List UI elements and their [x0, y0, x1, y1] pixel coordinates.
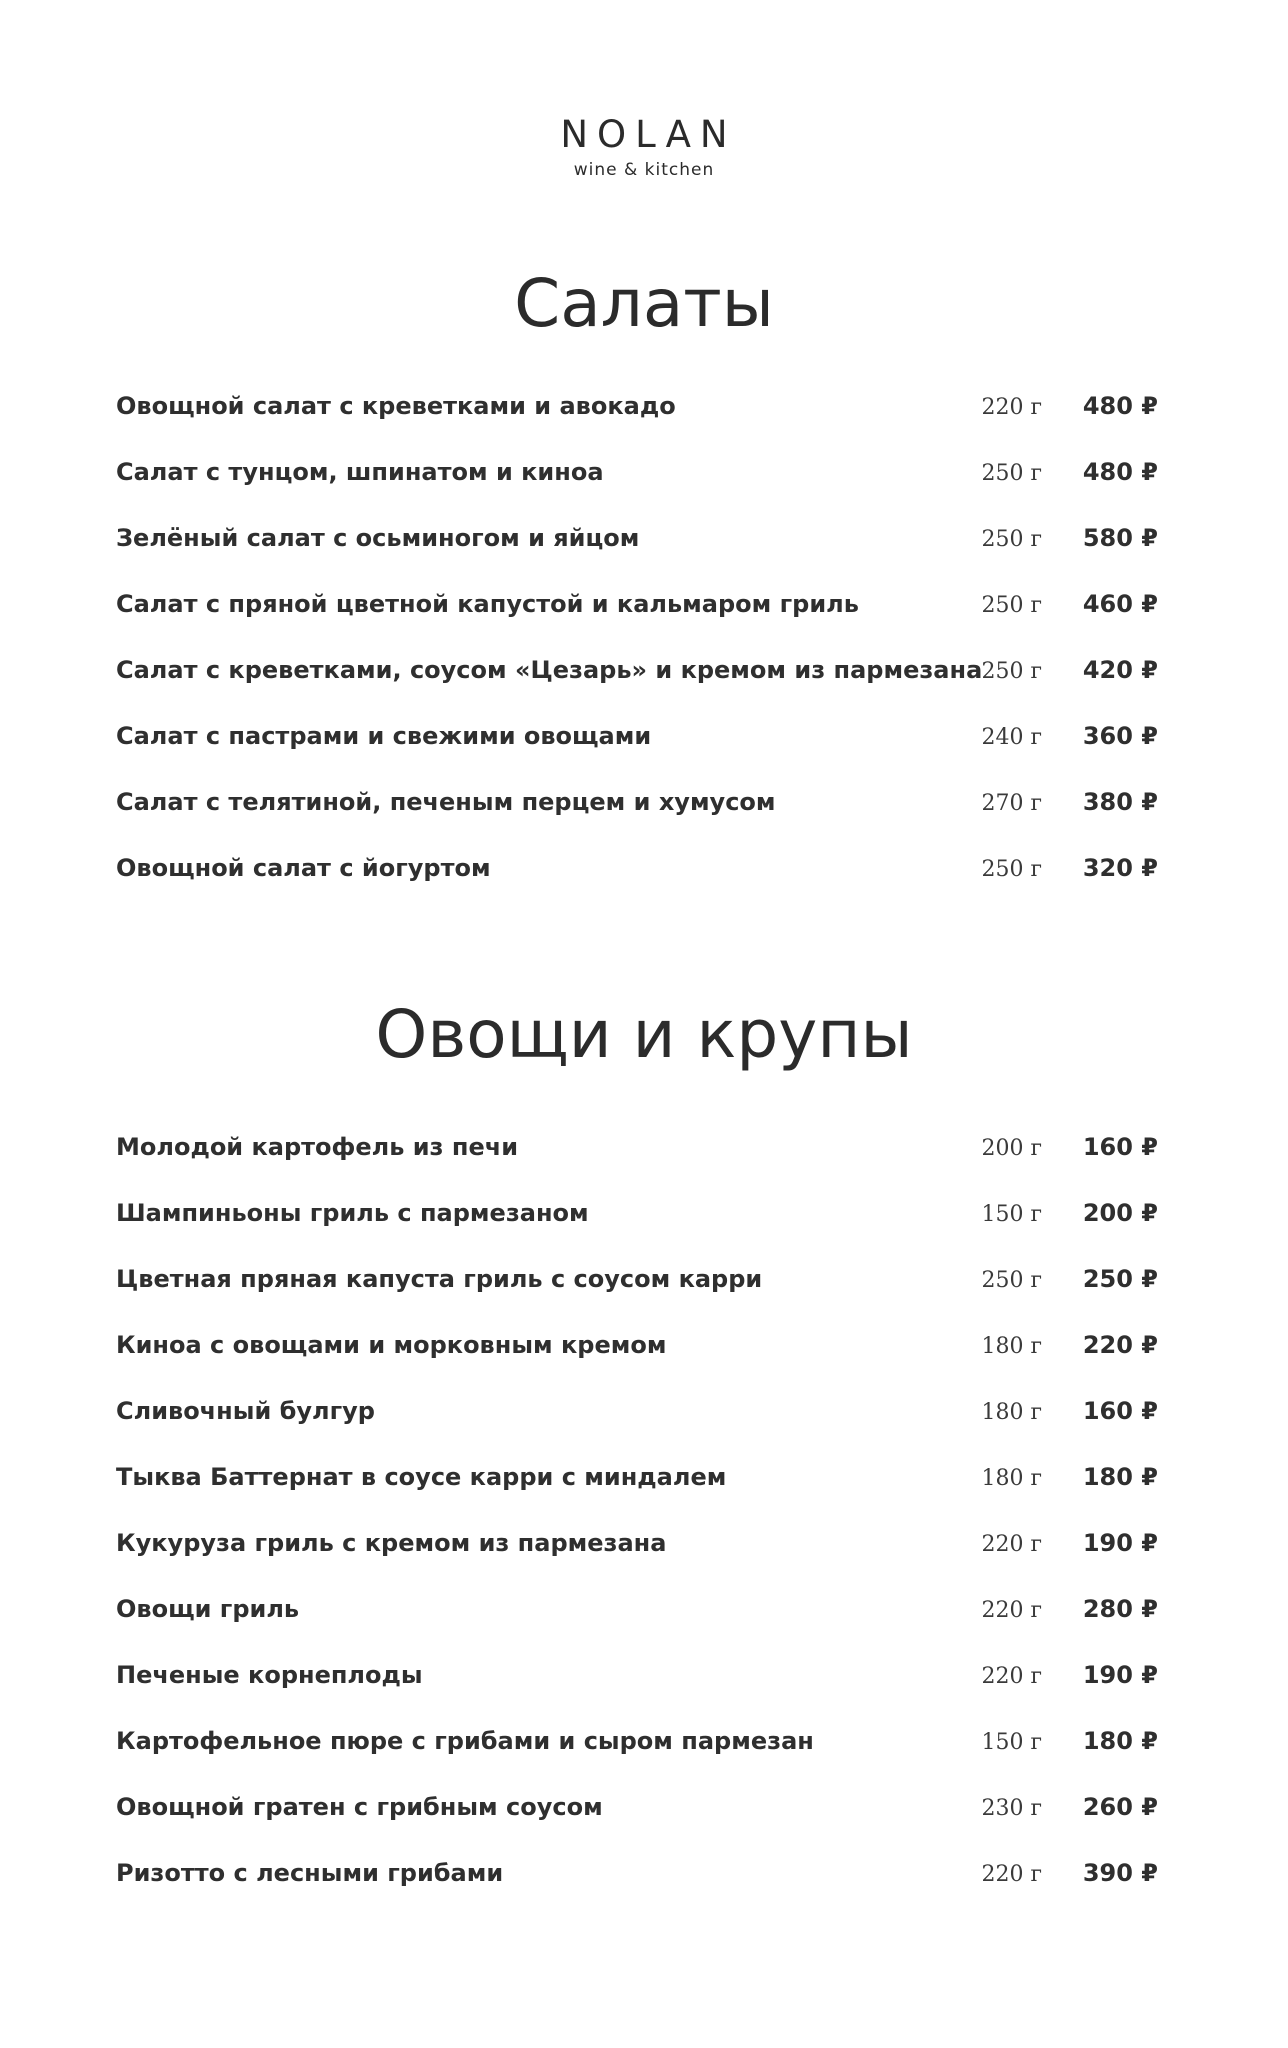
menu-item-price: 180 ₽	[1082, 1727, 1158, 1755]
menu-item-weight: 180 г	[981, 1400, 1042, 1425]
menu-item-weight: 250 г	[981, 1268, 1042, 1293]
menu-item	[0, 1395, 1288, 1461]
menu-item	[0, 1329, 1288, 1395]
menu-item	[0, 1461, 1288, 1527]
menu-item-weight: 250 г	[981, 857, 1042, 882]
menu-item-price: 480 ₽	[1082, 392, 1158, 420]
menu-item	[0, 1527, 1288, 1593]
menu-item-price: 160 ₽	[1082, 1133, 1158, 1161]
menu-item	[0, 1593, 1288, 1659]
menu-item-weight: 250 г	[981, 593, 1042, 618]
menu-items-list	[0, 1131, 1288, 1923]
menu-items-list	[0, 390, 1288, 918]
menu-item-price: 480 ₽	[1082, 458, 1158, 486]
brand-name: NOLAN	[560, 113, 737, 156]
menu-item-weight: 230 г	[981, 1796, 1042, 1821]
menu-item-weight: 150 г	[981, 1730, 1042, 1755]
menu-item-name: Салат с пряной цветной капустой и кальмаром гриль	[116, 590, 859, 618]
menu-item-name: Овощи гриль	[116, 1595, 300, 1623]
menu-item-name: Овощной гратен с грибным соусом	[116, 1793, 603, 1821]
brand-tagline: wine & kitchen	[573, 160, 715, 180]
menu-item-price: 280 ₽	[1082, 1595, 1158, 1623]
menu-item-weight: 220 г	[981, 1664, 1042, 1689]
menu-item	[0, 522, 1288, 588]
menu-item-price: 390 ₽	[1082, 1859, 1158, 1887]
menu-item-name: Овощной салат с креветками и авокадо	[116, 392, 676, 420]
menu-item-name: Ризотто с лесными грибами	[116, 1859, 504, 1887]
menu-item-price: 460 ₽	[1082, 590, 1158, 618]
menu-item-weight: 250 г	[981, 527, 1042, 552]
menu-item-price: 380 ₽	[1082, 788, 1158, 816]
menu-section-vegetables-grains	[0, 993, 1288, 1923]
menu-item	[0, 1857, 1288, 1923]
menu-item	[0, 390, 1288, 456]
menu-item-weight: 180 г	[981, 1466, 1042, 1491]
menu-section-salads	[0, 262, 1288, 918]
section-title: Овощи и крупы	[375, 996, 913, 1073]
menu-item-name: Зелёный салат с осьминогом и яйцом	[116, 524, 640, 552]
menu-item-price: 360 ₽	[1082, 722, 1158, 750]
menu-item	[0, 1263, 1288, 1329]
menu-item	[0, 588, 1288, 654]
menu-item	[0, 1197, 1288, 1263]
menu-item-name: Салат с креветками, соусом «Цезарь» и кремом из пармезана	[116, 656, 983, 684]
menu-item	[0, 1659, 1288, 1725]
menu-item-price: 220 ₽	[1082, 1331, 1158, 1359]
menu-item-weight: 220 г	[981, 1598, 1042, 1623]
menu-item-weight: 150 г	[981, 1202, 1042, 1227]
menu-item-price: 580 ₽	[1082, 524, 1158, 552]
menu-item-name: Тыква Баттернат в соусе карри с миндалем	[116, 1463, 727, 1491]
menu-item	[0, 852, 1288, 918]
menu-item-name: Сливочный булгур	[116, 1397, 375, 1425]
menu-item-name: Шампиньоны гриль с пармезаном	[116, 1199, 589, 1227]
menu-item-name: Печеные корнеплоды	[116, 1661, 423, 1689]
menu-item	[0, 654, 1288, 720]
menu-item-name: Салат с тунцом, шпинатом и киноа	[116, 458, 604, 486]
menu-item-weight: 270 г	[981, 791, 1042, 816]
menu-item-price: 260 ₽	[1082, 1793, 1158, 1821]
menu-item-name: Картофельное пюре с грибами и сыром пармезан	[116, 1727, 814, 1755]
menu-item	[0, 786, 1288, 852]
menu-item-name: Овощной салат с йогуртом	[116, 854, 491, 882]
menu-item-weight: 220 г	[981, 395, 1042, 420]
menu-item-weight: 200 г	[981, 1136, 1042, 1161]
menu-item-weight: 250 г	[981, 659, 1042, 684]
menu-item-name: Киноа с овощами и морковным кремом	[116, 1331, 667, 1359]
menu-item-weight: 220 г	[981, 1862, 1042, 1887]
menu-item	[0, 1791, 1288, 1857]
menu-item-name: Кукуруза гриль с кремом из пармезана	[116, 1529, 667, 1557]
menu-item-price: 250 ₽	[1082, 1265, 1158, 1293]
menu-item	[0, 720, 1288, 786]
menu-item-name: Молодой картофель из печи	[116, 1133, 519, 1161]
menu-item-price: 190 ₽	[1082, 1529, 1158, 1557]
menu-item-price: 320 ₽	[1082, 854, 1158, 882]
menu-item-price: 420 ₽	[1082, 656, 1158, 684]
menu-item-name: Цветная пряная капуста гриль с соусом карри	[116, 1265, 763, 1293]
menu-item-weight: 250 г	[981, 461, 1042, 486]
menu-item	[0, 1725, 1288, 1791]
menu-item	[0, 456, 1288, 522]
section-title: Салаты	[514, 265, 774, 342]
menu-item-price: 190 ₽	[1082, 1661, 1158, 1689]
menu-item-price: 160 ₽	[1082, 1397, 1158, 1425]
menu-item-weight: 180 г	[981, 1334, 1042, 1359]
menu-item-price: 200 ₽	[1082, 1199, 1158, 1227]
menu-item-price: 180 ₽	[1082, 1463, 1158, 1491]
menu-item-weight: 220 г	[981, 1532, 1042, 1557]
menu-item	[0, 1131, 1288, 1197]
menu-item-weight: 240 г	[981, 725, 1042, 750]
menu-item-name: Салат с телятиной, печеным перцем и хумусом	[116, 788, 776, 816]
restaurant-logo	[0, 113, 1288, 181]
menu-item-name: Салат с пастрами и свежими овощами	[116, 722, 652, 750]
